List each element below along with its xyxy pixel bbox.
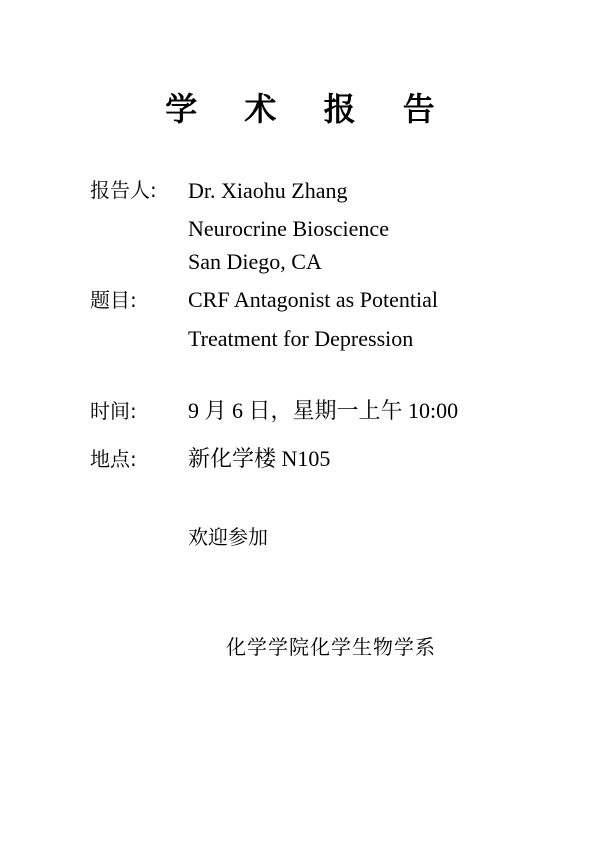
place-label: 地点: bbox=[90, 447, 137, 471]
speaker-name: Dr. Xiaohu Zhang bbox=[188, 178, 348, 203]
speaker-location: San Diego, CA bbox=[188, 249, 322, 274]
page-title: 学 术 报 告 bbox=[165, 90, 453, 128]
speaker-label: 报告人: bbox=[90, 178, 157, 202]
topic-line-2: Treatment for Depression bbox=[188, 326, 414, 351]
topic-label: 题目: bbox=[90, 288, 137, 312]
speaker-organization: Neurocrine Bioscience bbox=[188, 216, 389, 241]
department-signature: 化学学院化学生物学系 bbox=[226, 635, 436, 659]
topic-line-1: CRF Antagonist as Potential bbox=[188, 287, 438, 312]
time-label: 时间: bbox=[90, 399, 137, 423]
closing-text: 欢迎参加 bbox=[188, 525, 268, 549]
place-value: 新化学楼 N105 bbox=[188, 446, 331, 471]
time-value: 9 月 6 日，星期一上午 10:00 bbox=[188, 398, 459, 423]
